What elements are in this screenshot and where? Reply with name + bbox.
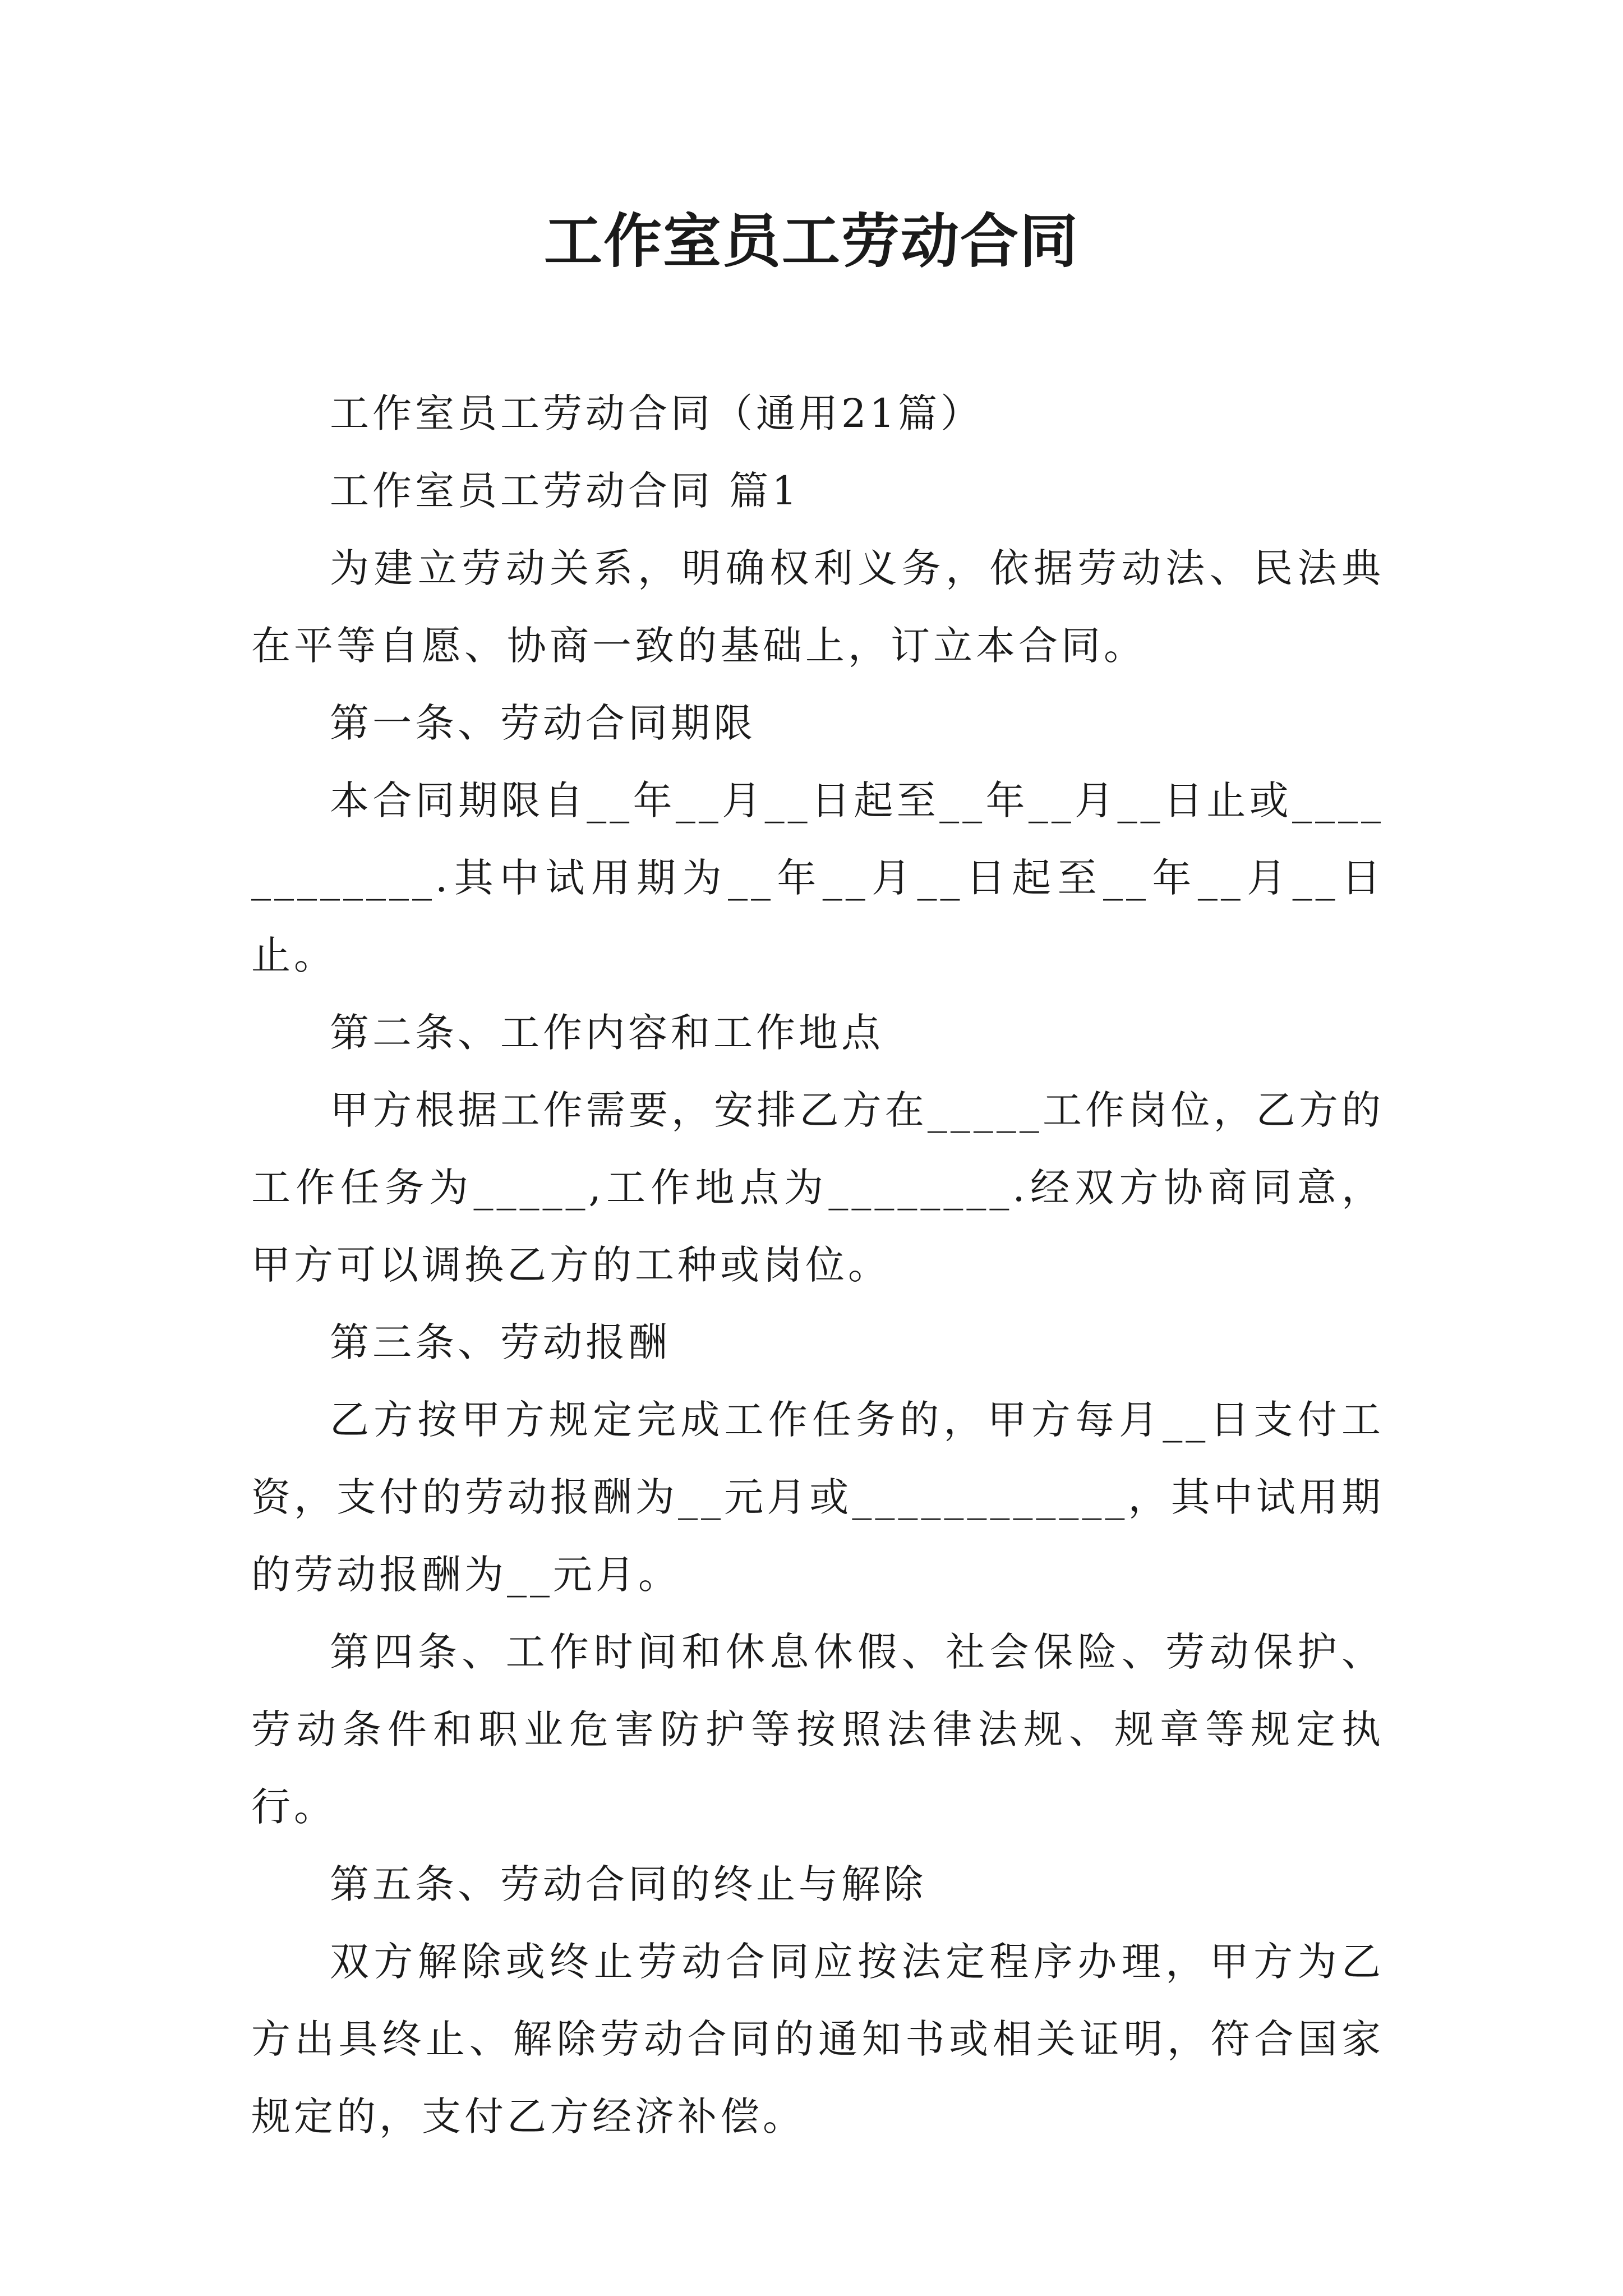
article-5-heading: 第五条、劳动合同的终止与解除 xyxy=(330,1861,926,1907)
document-title: 工作室员工劳动合同 xyxy=(543,206,1079,275)
article-4-text: 第四条、工作时间和休息休假、社会保险、劳动保护、劳动条件和职业危害防护等按照法律法规、规章等规定执行。 xyxy=(251,1629,1384,1830)
article-3-heading: 第三条、劳动报酬 xyxy=(330,1319,671,1365)
article-2-heading: 第二条、工作内容和工作地点 xyxy=(330,1010,884,1056)
article-5-text: 双方解除或终止劳动合同应按法定程序办理，甲方为乙方出具终止、解除劳动合同的通知书或相关证明，符合国家规定的，支付乙方经济补偿。 xyxy=(251,1939,1384,2139)
article-2-text: 甲方根据工作需要，安排乙方在_____工作岗位，乙方的工作任务为_____,工作地点为________.经双方协商同意，甲方可以调换乙方的工种或岗位。 xyxy=(251,1087,1384,1288)
article-3-text: 乙方按甲方规定完成工作任务的，甲方每月__日支付工资，支付的劳动报酬为__元月或____________，其中试用期的劳动报酬为__元月。 xyxy=(251,1397,1384,1598)
article-1-text: 本合同期限自__年__月__日起至__年__月__日止或____________.其中试用期为__年__月__日起至__年__月__日止。 xyxy=(251,777,1384,978)
paragraph-series-heading: 工作室员工劳动合同（通用21篇） xyxy=(330,390,984,436)
paragraph-part-heading: 工作室员工劳动合同 篇1 xyxy=(330,468,800,514)
paragraph-preamble: 为建立劳动关系，明确权利义务，依据劳动法、民法典在平等自愿、协商一致的基础上，订立本合同。 xyxy=(251,545,1384,669)
article-1-heading: 第一条、劳动合同期限 xyxy=(330,700,756,746)
document-body xyxy=(251,375,1384,2155)
